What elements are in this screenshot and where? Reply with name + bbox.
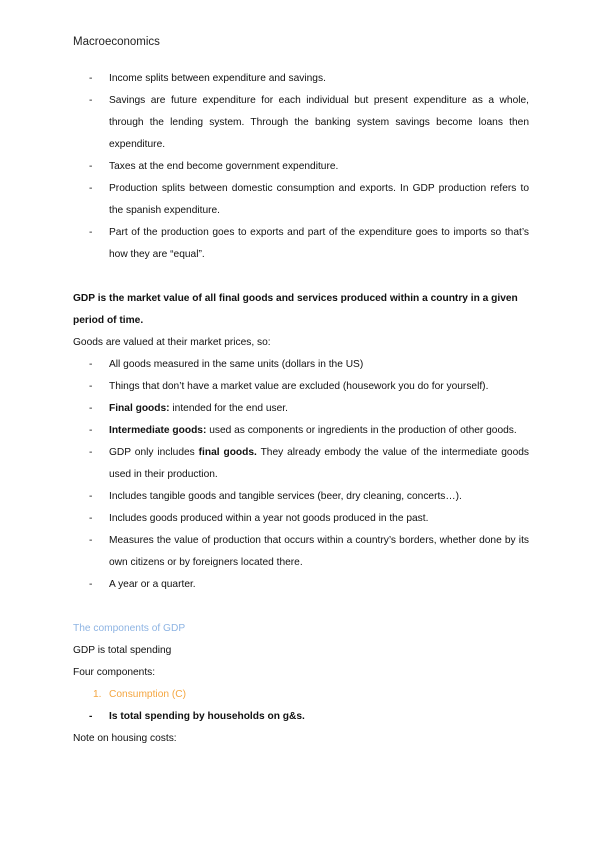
goods-valuation-list <box>73 354 529 596</box>
list-item: - All goods measured in the same units (dollars in the US) <box>73 354 529 376</box>
income-flow-list <box>73 68 529 266</box>
definition-text: used as components or ingredients in the production of other goods. <box>206 425 517 436</box>
term-final-goods: Final goods: <box>109 403 170 414</box>
goods-intro: Goods are valued at their market prices, so: <box>73 337 271 348</box>
list-item: - Includes tangible goods and tangible services (beer, dry cleaning, concerts…). <box>73 486 529 508</box>
housing-note: Note on housing costs: <box>73 733 177 744</box>
page-header: Macroeconomics <box>73 36 160 48</box>
list-item: - Production splits between domestic consumption and exports. In GDP production refers to the spanish expenditure. <box>73 178 529 222</box>
list-item: - Things that don’t have a market value are excluded (housework you do for yourself). <box>73 376 529 398</box>
document-body <box>73 68 529 750</box>
list-item <box>73 442 529 486</box>
consumption-detail-list <box>73 706 529 728</box>
term-intermediate-goods: Intermediate goods: <box>109 425 207 436</box>
four-components-text: Four components: <box>73 667 156 678</box>
list-item: - Savings are future expenditure for each individual but present expenditure as a whole, through the lending system. Through the banking system savings become loans then expenditure. <box>73 90 529 156</box>
list-number: 1. <box>93 689 102 700</box>
definition-text: intended for the end user. <box>169 403 288 414</box>
list-item: - Income splits between expenditure and savings. <box>73 68 529 90</box>
list-item: - Taxes at the end become government expenditure. <box>73 156 529 178</box>
list-item: - Includes goods produced within a year not goods produced in the past. <box>73 508 529 530</box>
component-consumption <box>73 684 529 706</box>
list-item <box>73 420 529 442</box>
gdp-definition: GDP is the market value of all final goods and services produced within a country in a given period of time. <box>73 293 518 326</box>
component-label: Consumption (C) <box>109 689 186 700</box>
list-item <box>73 398 529 420</box>
section-heading: The components of GDP <box>73 623 186 634</box>
list-item: - Part of the production goes to exports and part of the expenditure goes to imports so that’s how they are “equal”. <box>73 222 529 266</box>
term-final-goods-emphasis: final goods. <box>198 447 257 458</box>
components-list <box>73 684 529 706</box>
list-item: - A year or a quarter. <box>73 574 529 596</box>
text-pre: GDP only includes <box>109 447 199 458</box>
list-item: - Is total spending by households on g&s. <box>73 706 529 728</box>
gdp-total-text: GDP is total spending <box>73 645 172 656</box>
text-rest: They already embody the value of the intermediate goods used in their production. <box>109 447 530 480</box>
list-item: - Measures the value of production that occurs within a country’s borders, whether done by its own citizens or by foreigners located there. <box>73 530 529 574</box>
